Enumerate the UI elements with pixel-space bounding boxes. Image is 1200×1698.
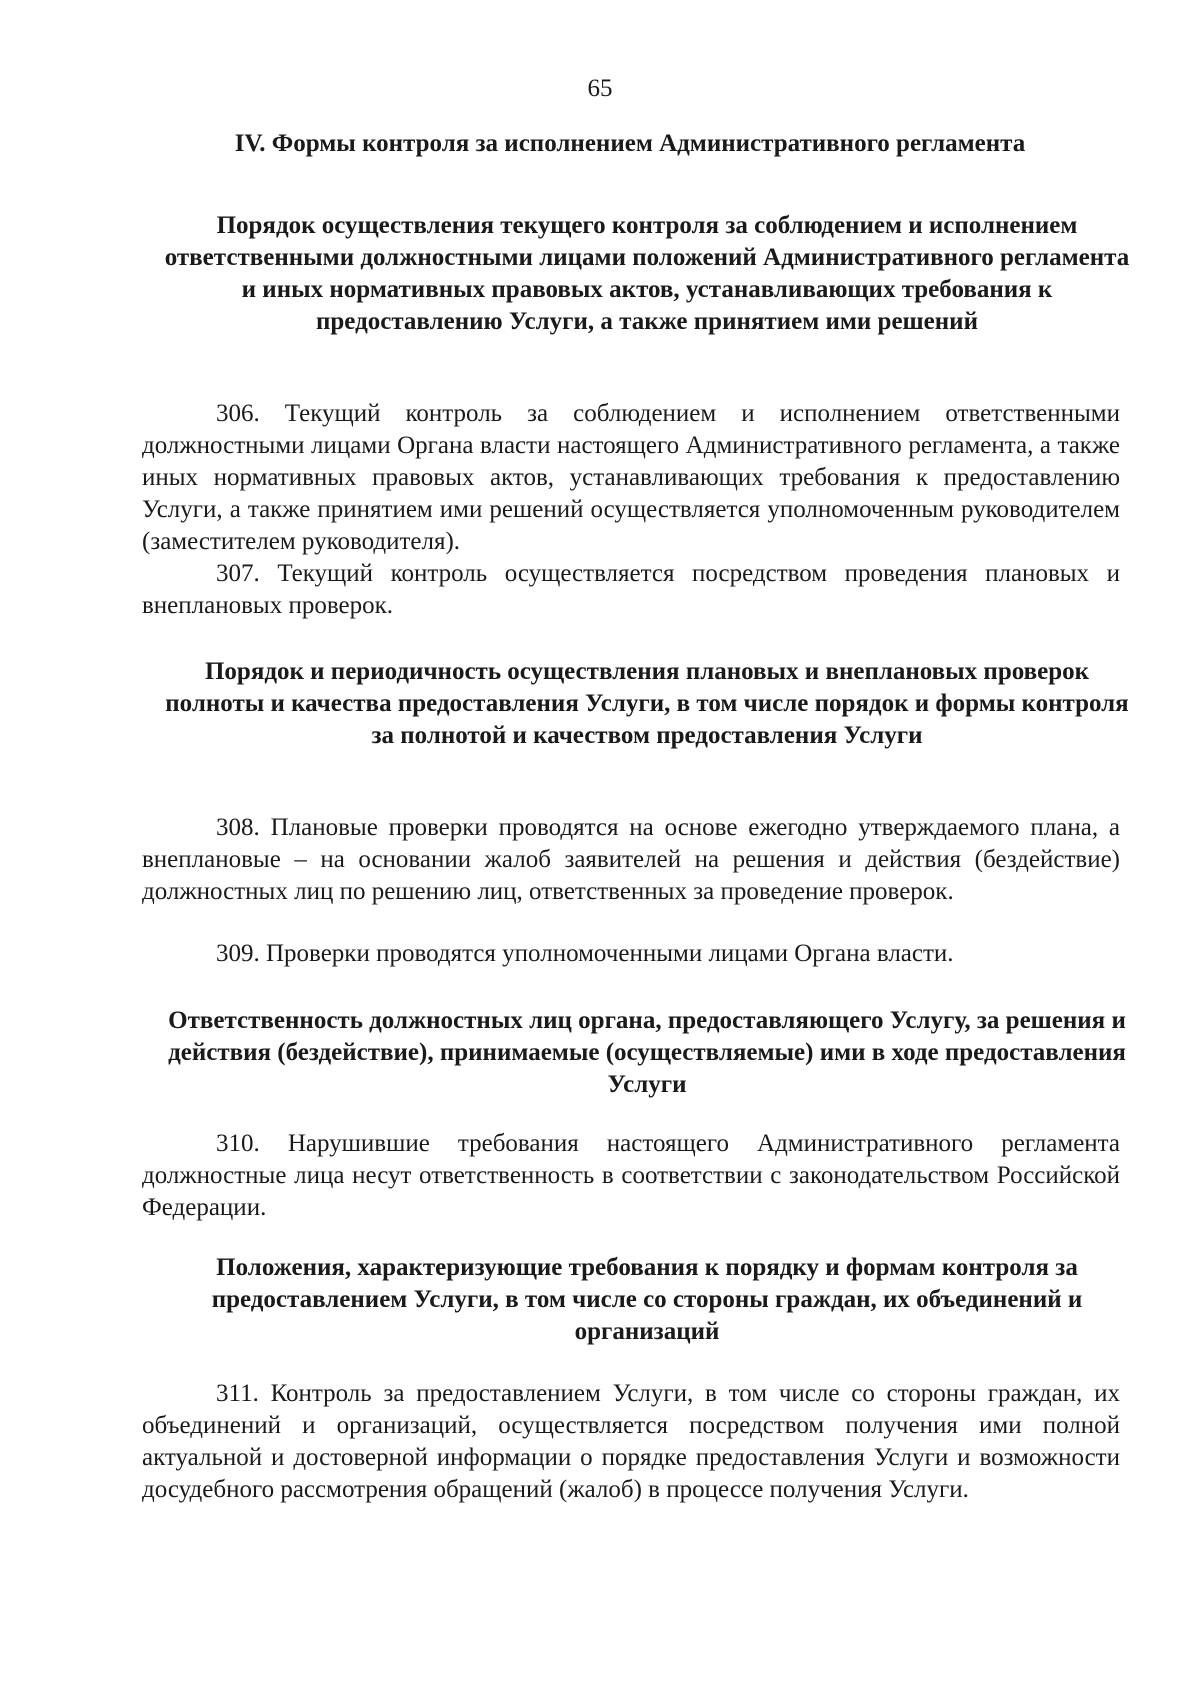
paragraph-310: 310. Нарушившие требования настоящего Административного регламента должностные лица несут ответственность в соответствии с законодательством Российской Федерации.	[142, 1130, 1120, 1221]
paragraph-307: 307. Текущий контроль осуществляется посредством проведения плановых и внеплановых проверок.	[142, 560, 1120, 619]
page-number: 65	[587, 75, 613, 102]
paragraph-306: 306. Текущий контроль за соблюдением и исполнением ответственными должностными лицами Органа власти настоящего Административного регламента, а также иных нормативных правовых актов, устанавливающих требования к предоставлению Услуги, а также принятием ими решений осуществляется уполномоченным руководителем (заместителем руководителя).	[142, 400, 1120, 555]
paragraph-309: 309. Проверки проводятся уполномоченными лицами Органа власти.	[216, 940, 954, 967]
paragraph-308: 308. Плановые проверки проводятся на основе ежегодно утверждаемого плана, а внеплановые – на основании жалоб заявителей на решения и действия (бездействие) должностных лиц по решению лиц, ответственных за проведение проверок.	[142, 814, 1120, 905]
heading-responsibility: Ответственность должностных лиц органа, предоставляющего Услугу, за решения и действия (бездействие), принимаемые (осуществляемые) ими в ходе предоставления Услуги	[168, 1007, 1126, 1098]
heading-current-control: Порядок осуществления текущего контроля за соблюдением и исполнением ответственными должностными лицами положений Административного регламента и иных нормативных правовых актов, устанавливающих требования к предоставлению Услуги, а также принятием ими решений	[164, 212, 1130, 335]
paragraph-311: 311. Контроль за предоставлением Услуги, в том числе со стороны граждан, их объединений и организаций, осуществляется посредством получения ими полной актуальной и достоверной информации о порядке предоставления Услуги и возможности досудебного рассмотрения обращений (жалоб) в процессе получения Услуги.	[142, 1380, 1120, 1503]
heading-inspections: Порядок и периодичность осуществления плановых и внеплановых проверок полноты и качества предоставления Услуги, в том числе порядок и формы контроля за полнотой и качеством предоставления Услуги	[165, 658, 1129, 749]
section-title: IV. Формы контроля за исполнением Административного регламента	[234, 130, 1026, 157]
heading-control-forms: Положения, характеризующие требования к порядку и формам контроля за предоставлением Услуги, в том числе со стороны граждан, их объединений и организаций	[211, 1254, 1083, 1345]
